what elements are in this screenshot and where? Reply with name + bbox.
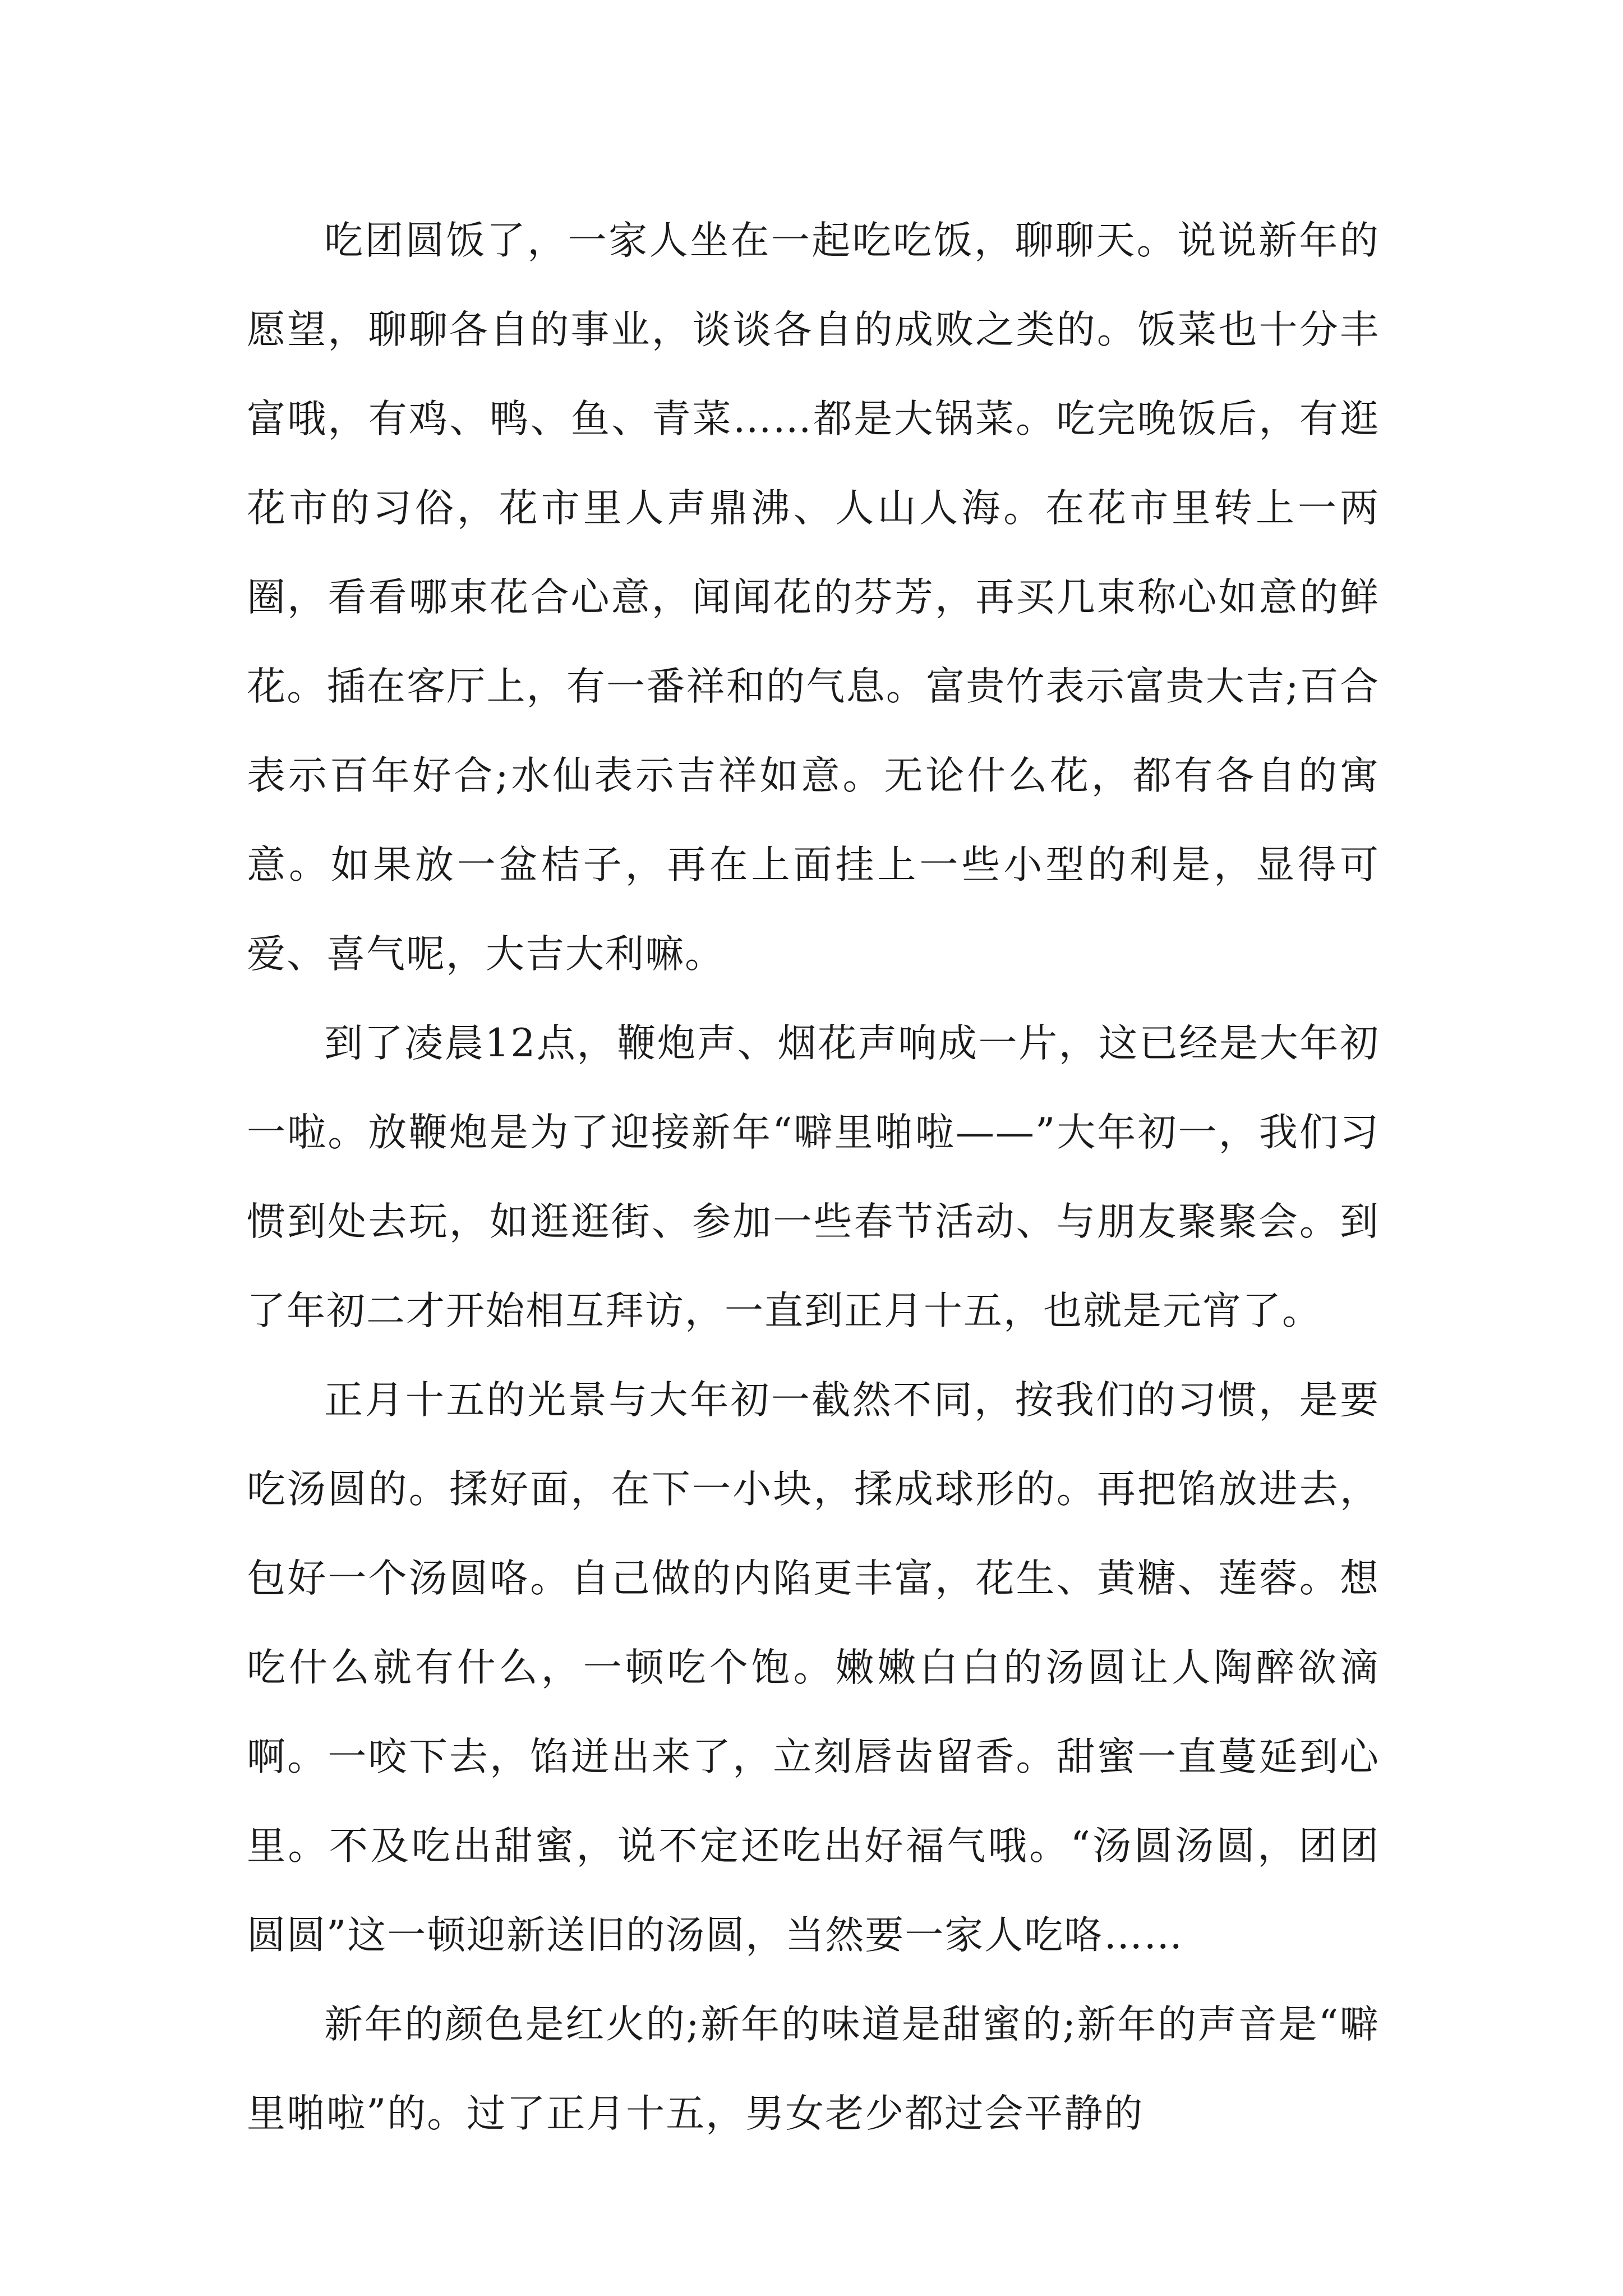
document-body <box>247 196 1380 2159</box>
paragraph-reunion-dinner: 吃团圆饭了，一家人坐在一起吃吃饭，聊聊天。说说新年的愿望，聊聊各自的事业，谈谈各自的成败之类的。饭菜也十分丰富哦，有鸡、鸭、鱼、青菜……都是大锅菜。吃完晚饭后，有逛花市的习俗，花市里人声鼎沸、人山人海。在花市里转上一两圈，看看哪束花合心意，闻闻花的芬芳，再买几束称心如意的鲜花。插在客厅上，有一番祥和的气息。富贵竹表示富贵大吉;百合表示百年好合;水仙表示吉祥如意。无论什么花，都有各自的寓意。如果放一盆桔子，再在上面挂上一些小型的利是，显得可爱、喜气呢，大吉大利嘛。 <box>247 218 1380 977</box>
paragraph-new-year-colors: 新年的颜色是红火的;新年的味道是甜蜜的;新年的声音是“噼里啪啦”的。过了正月十五，男女老少都过会平静的 <box>247 2002 1380 2136</box>
paragraph-new-year-day: 到了凌晨12点，鞭炮声、烟花声响成一片，这已经是大年初一啦。放鞭炮是为了迎接新年“噼里啪啦——”大年初一，我们习惯到处去玩，如逛逛街、参加一些春节活动、与朋友聚聚会。到了年初二才开始相互拜访，一直到正月十五，也就是元宵了。 <box>247 1021 1380 1333</box>
paragraph-lantern-festival: 正月十五的光景与大年初一截然不同，按我们的习惯，是要吃汤圆的。揉好面，在下一小块，揉成球形的。再把馅放进去，包好一个汤圆咯。自己做的内陷更丰富，花生、黄糖、莲蓉。想吃什么就有什么，一顿吃个饱。嫩嫩白白的汤圆让人陶醉欲滴啊。一咬下去，馅迸出来了，立刻唇齿留香。甜蜜一直蔓延到心里。不及吃出甜蜜，说不定还吃出好福气哦。“汤圆汤圆，团团圆圆”这一顿迎新送旧的汤圆，当然要一家人吃咯…… <box>247 1378 1380 1958</box>
